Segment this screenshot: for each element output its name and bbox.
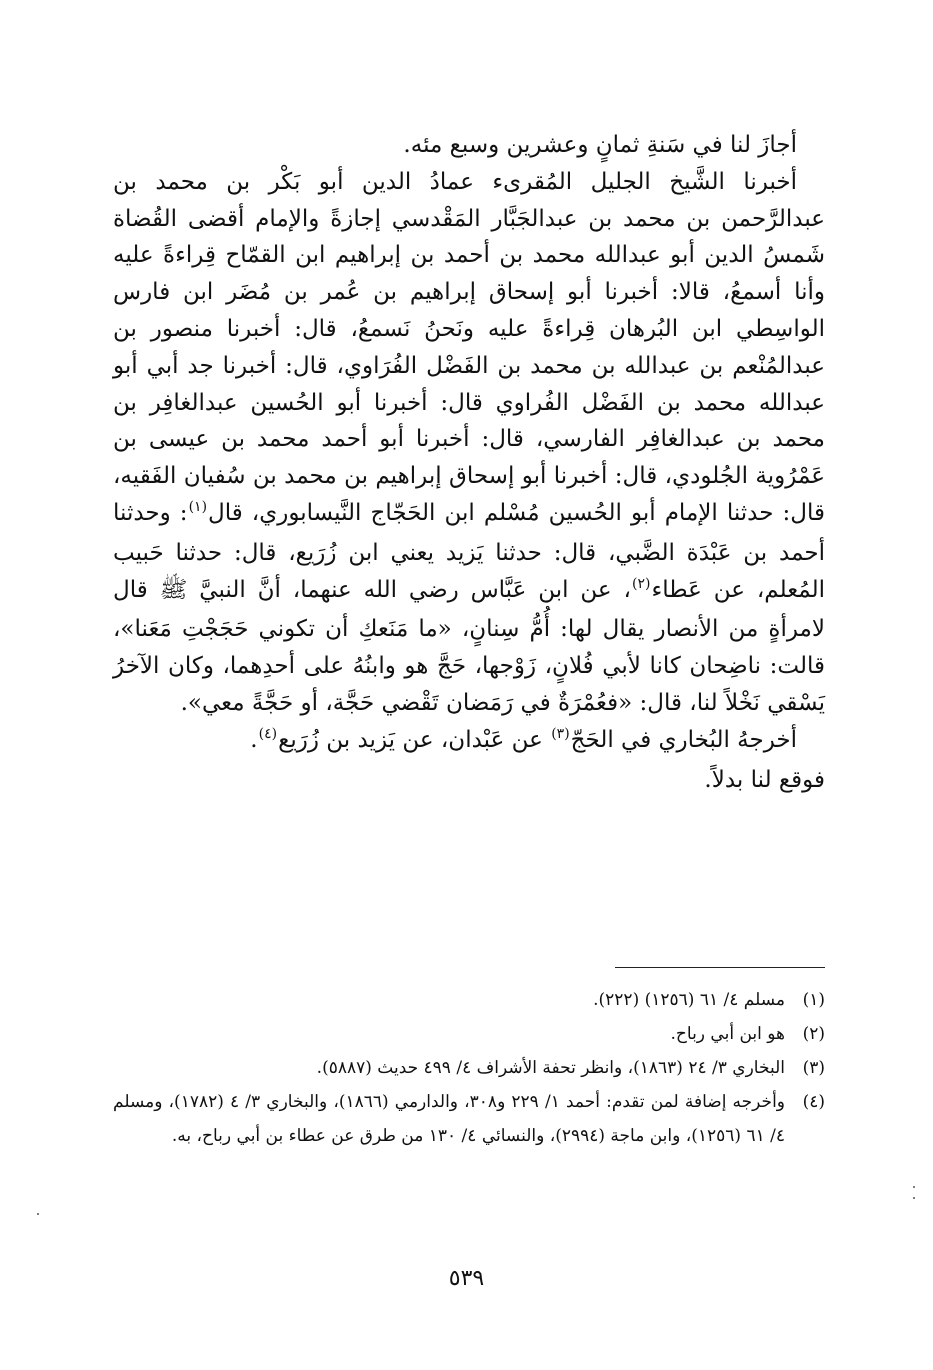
footnote-item — [113, 1051, 825, 1085]
footnote-item — [113, 1017, 825, 1051]
footnote-number: (٤) — [802, 1092, 825, 1112]
hadith-text-part-1: أخبرنا الشَّيخ الجليل المُقرىء عمادُ الدين أبو بَكْر بن محمد بن عبدالرَّحمن بن محمد بن عبدالجَبَّار المَقْدسي إجازةً والإمام أقضى القُضاة شَمسُ الدين أبو عبدالله محمد بن أحمد بن إبراهيم ابن القمّاح قِراءةً عليه وأنا أسمعُ، قالا: أخبرنا أبو إسحاق إبراهيم بن عُمر بن مُضَر ابن فارس الواسِطي ابن البُرهان قِراءةً عليه ونَحنُ نَسمعُ، قال: أخبرنا منصور بن عبدالمُنْعم بن عبدالله بن محمد بن الفَضْل الفُرَاوي، قال: أخبرنا جد أبي أبو عبدالله محمد بن الفَضْل الفُراوي قال: أخبرنا أبو الحُسين عبدالغافِر بن محمد بن عبدالغافِر الفارسي، قال: أخبرنا أبو أحمد محمد بن عيسى بن عَمْرُوية الجُلودي، قال: أخبرنا أبو إسحاق إبراهيم بن محمد بن سُفيان الفَقيه، قال: حدثنا الإمام أبو الحُسين مُسْلم ابن الحَجّاج النَّيسابوري، قال — [113, 168, 825, 526]
takhrij-text-part-1: أخرجهُ البُخاري في الحَجّ — [570, 726, 797, 753]
footnote-text: البخاري ٣/ ٢٤ (١٨٦٣)، وانظر تحفة الأشراف ٤/ ٤٩٩ حديث (٥٨٨٧). — [316, 1058, 785, 1078]
footnote-number: (٣) — [802, 1058, 825, 1078]
footnote-ref-1: (١) — [188, 498, 208, 515]
page-number: ٥٣٩ — [448, 1266, 485, 1291]
footnote-text: مسلم ٤/ ٦١ (١٢٥٦) (٢٢٢). — [593, 990, 785, 1010]
footnote-item — [113, 1085, 825, 1153]
main-text — [113, 127, 825, 798]
hadith-text-part-3: ، عن ابن عَبَّاس رضي الله عنهما، أنَّ النبيَّ ﷺ قال لامرأةٍ من الأنصار يقال لها: أُمُّ سِنانٍ، «ما مَنَعكِ أن تكوني حَجَجْتِ مَعَنا»، قالت: ناضِحان كانا لأبي فُلانٍ، زَوْجها، حَجَّ هو وابنُهُ على أحدِهما، وكان الآخرُ يَسْقي نَخْلاً لنا، قال: «فعُمْرَةٌ في رَمَضان تَقْضي حَجَّة، أو حَجَّةً معي». — [113, 576, 825, 716]
footnote-ref-3: (٣) — [551, 725, 570, 742]
takhrij-text-part-2: عن عَبْدان، عن يَزيد بن زُرَيع — [278, 726, 551, 753]
footnote-separator — [615, 967, 825, 968]
paragraph-conclusion: فوقع لنا بدلاً. — [704, 766, 825, 793]
footnote-text: وأخرجه إضافة لمن تقدم: أحمد ١/ ٢٢٩ و٣٠٨، والدارمي (١٨٦٦)، والبخاري ٣/ ٤ (١٧٨٢)، ومسلم ٤/ ٦١ (١٢٥٦)، وابن ماجة (٢٩٩٤)، والنسائي ٤/ ١٣٠ من طرق عن عطاء بن أبي رباح، به. — [113, 1092, 786, 1146]
scan-speck — [913, 1186, 915, 1188]
footnote-item — [113, 983, 825, 1017]
footnote-ref-2: (٢) — [631, 575, 651, 592]
footnotes — [113, 983, 825, 1153]
footnote-ref-4: (٤) — [258, 725, 278, 742]
paragraph-ijaza: أجازَ لنا في سَنةِ ثمانٍ وعشرين وسبع مئه. — [403, 132, 797, 158]
paragraph-takhrij — [113, 722, 825, 762]
scan-speck — [37, 1213, 39, 1215]
hadith-text-part-2: : وحدثنا أحمد بن عَبْدَة الضَّبي، قال: حدثنا يَزيد يعني ابن زُرَيع، قال: حدثنا حَبيب المُعلم، عن عَطاء — [113, 499, 825, 603]
footnote-number: (٢) — [802, 1024, 825, 1044]
takhrij-text-part-3: . — [250, 726, 258, 753]
paragraph-hadith-isnad — [113, 164, 825, 722]
footnote-number: (١) — [802, 990, 825, 1010]
footnote-text: هو ابن أبي رباح. — [670, 1024, 785, 1044]
scan-speck — [913, 1197, 915, 1199]
